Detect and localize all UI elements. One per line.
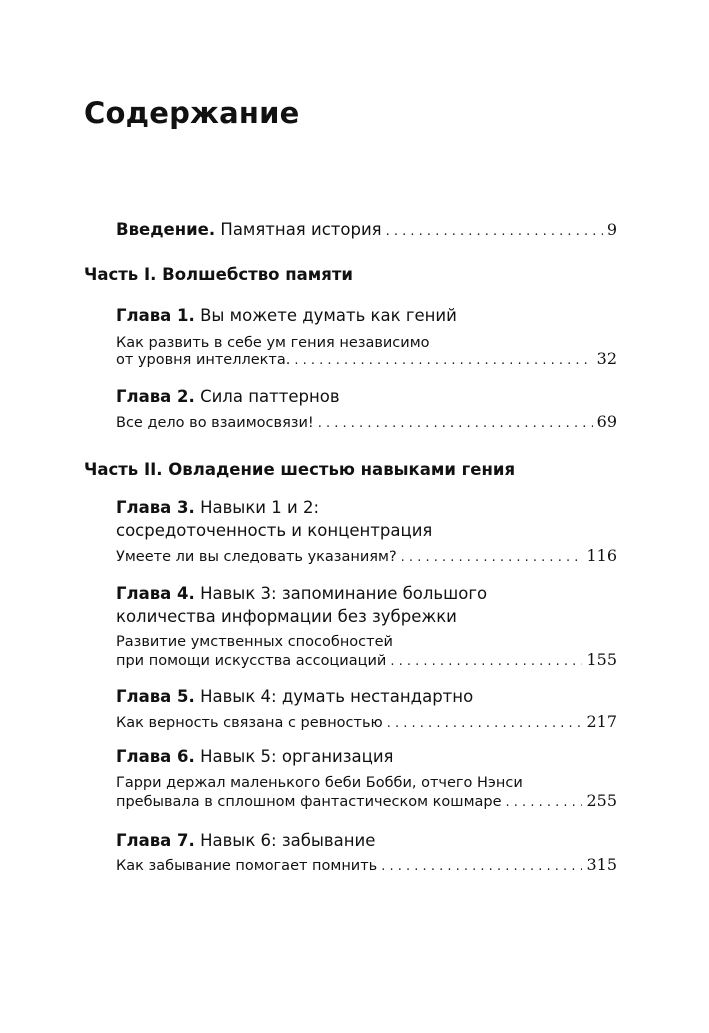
chapter-heading[interactable] [116,305,457,327]
page-number: 315 [586,855,617,874]
leader-dots [294,351,592,371]
chapter-subtitle: Развитие умственных способностей [116,634,393,650]
chapter-title: Навык 6: забывание [200,831,376,850]
page-title: Содержание [84,96,300,130]
toc-entry[interactable] [116,546,617,568]
page-number: 116 [586,546,617,565]
chapter-title: Сила паттернов [200,387,340,406]
toc-entry[interactable] [116,349,617,371]
chapter-subtitle: Гарри держал маленького беби Бобби, отчего Нэнси [116,775,523,791]
leader-dots [386,222,603,242]
toc-entry[interactable] [116,650,617,672]
chapter-title: Навык 4: думать нестандартно [200,687,474,706]
leader-dots [390,652,582,672]
chapter-heading[interactable] [116,583,487,605]
leader-dots [318,414,593,434]
chapter-heading[interactable] [116,746,393,768]
chapter-label: Глава 1. [116,306,195,325]
chapter-subtitle: Умеете ли вы следовать указаниям? [116,549,397,565]
page-number: 217 [586,712,617,731]
part-heading: Часть II. Овладение шестью навыками гения [84,460,516,479]
page-number: 155 [586,650,617,669]
chapter-title-continued: сосредоточенность и концентрация [116,521,433,540]
chapter-subtitle: Как развить в себе ум гения независимо [116,335,430,351]
chapter-label: Глава 5. [116,687,195,706]
chapter-title: Вы можете думать как гений [200,306,457,325]
leader-dots [506,793,583,813]
toc-entry[interactable] [116,791,617,813]
chapter-label: Глава 3. [116,498,195,517]
intro-title: Памятная история [220,220,382,239]
chapter-heading[interactable] [116,386,340,408]
chapter-heading[interactable] [116,497,319,519]
chapter-title: Навыки 1 и 2: [200,498,320,517]
page-number: 9 [606,220,617,239]
toc-entry[interactable] [116,412,617,434]
page-number: 69 [596,412,617,431]
chapter-subtitle: Как верность связана с ревностью [116,715,383,731]
page-number: 32 [596,349,617,368]
leader-dots [401,548,583,568]
leader-dots [387,714,583,734]
chapter-subtitle: Как забывание помогает помнить [116,858,378,874]
toc-entry[interactable] [116,855,617,877]
chapter-subtitle: при помощи искусства ассоциаций [116,653,387,669]
chapter-title: Навык 5: организация [200,747,394,766]
chapter-subtitle: Все дело во взаимосвязи! [116,415,314,431]
toc-entry[interactable] [116,712,617,734]
page-number: 255 [586,791,617,810]
leader-dots [381,857,582,877]
chapter-heading[interactable] [116,830,375,852]
chapter-label: Глава 4. [116,584,195,603]
chapter-title: Навык 3: запоминание большого [200,584,488,603]
chapter-subtitle: от уровня интеллекта. [116,352,291,368]
chapter-title-continued: количества информации без зубрежки [116,607,457,626]
intro-label: Введение. [116,220,216,239]
chapter-heading[interactable] [116,686,473,708]
chapter-label: Глава 2. [116,387,195,406]
chapter-label: Глава 7. [116,831,195,850]
chapter-subtitle: пребывала в сплошном фантастическом кошмаре [116,794,502,810]
toc-entry-intro[interactable] [116,220,617,242]
part-heading: Часть I. Волшебство памяти [84,265,353,284]
chapter-label: Глава 6. [116,747,195,766]
